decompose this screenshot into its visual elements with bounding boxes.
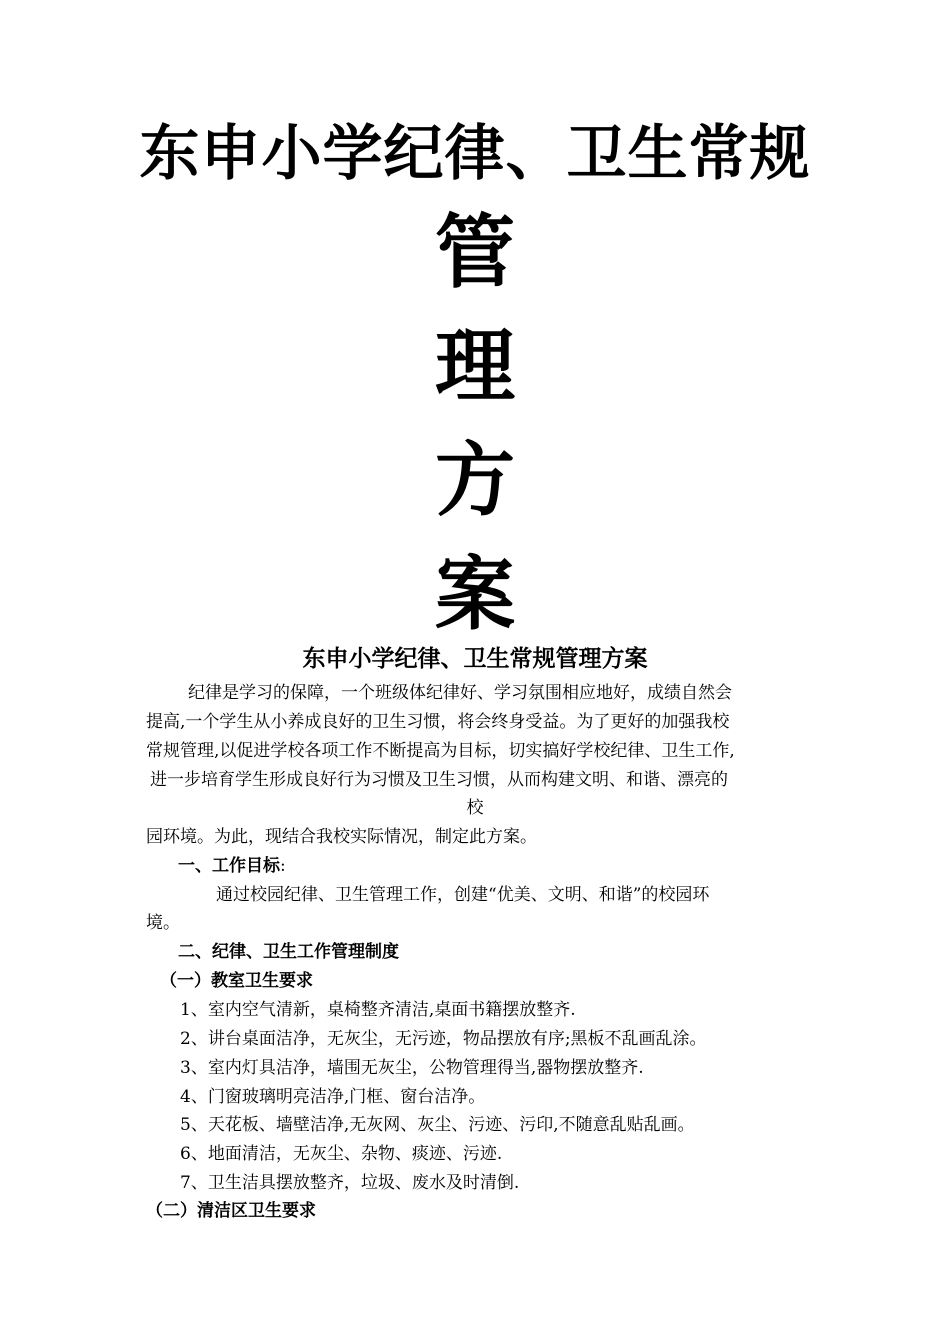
classroom-rule-7: 7、卫生洁具摆放整齐，垃圾、废水及时清倒. (180, 1173, 520, 1193)
classroom-rule-1: 1、室内空气清新，桌椅整齐清洁,桌面书籍摆放整齐. (180, 1000, 576, 1020)
section1-body-line-2: 境。 (146, 913, 180, 933)
section2-heading: 二、纪律、卫生工作管理制度 (178, 942, 399, 962)
intro-line-5: 校 (466, 798, 484, 818)
section1-body-line-1: 通过校园纪律、卫生管理工作，创建“优美、文明、和谐”的校园环 (216, 885, 710, 905)
section1-heading-line (178, 854, 286, 878)
classroom-rule-4: 4、门窗玻璃明亮洁净,门框、窗台洁净。 (180, 1087, 486, 1107)
intro-line-2: 提高,一个学生从小养成良好的卫生习惯，将会终身受益。为了更好的加强我校 (146, 712, 730, 732)
cover-char-guan: 管 (435, 206, 515, 299)
cover-char-an: 案 (435, 548, 515, 641)
section2-sub2-heading: （二）清洁区卫生要求 (146, 1201, 316, 1221)
document-title: 东申小学纪律、卫生常规管理方案 (302, 645, 648, 672)
intro-line-6: 园环境。为此，现结合我校实际情况，制定此方案。 (146, 827, 537, 847)
classroom-rule-2: 2、讲台桌面洁净，无灰尘，无污迹，物品摆放有序;黑板不乱画乱涂。 (180, 1029, 707, 1049)
intro-line-1: 纪律是学习的保障，一个班级体纪律好、学习氛围相应地好，成绩自然会 (188, 683, 732, 703)
intro-line-4: 进一步培育学生形成良好行为习惯及卫生习惯，从而构建文明、和谐、漂亮的 (150, 770, 728, 790)
classroom-rule-6: 6、地面清洁，无灰尘、杂物、痰迹、污迹. (180, 1144, 503, 1164)
section1-heading-colon: : (280, 856, 286, 876)
section1-heading: 一、工作目标 (178, 856, 280, 876)
cover-char-fang: 方 (435, 434, 515, 527)
cover-char-li: 理 (435, 320, 515, 413)
intro-line-3: 常规管理,以促进学校各项工作不断提高为目标，切实搞好学校纪律、卫生工作, (146, 741, 735, 761)
cover-title: 东申小学纪律、卫生常规 (139, 119, 811, 189)
section2-sub1-heading: （一）教室卫生要求 (160, 971, 313, 991)
classroom-rule-3: 3、室内灯具洁净，墙围无灰尘，公物管理得当,器物摆放整齐. (180, 1058, 644, 1078)
classroom-rule-5: 5、天花板、墙壁洁净,无灰网、灰尘、污迹、污印,不随意乱贴乱画。 (180, 1115, 695, 1135)
